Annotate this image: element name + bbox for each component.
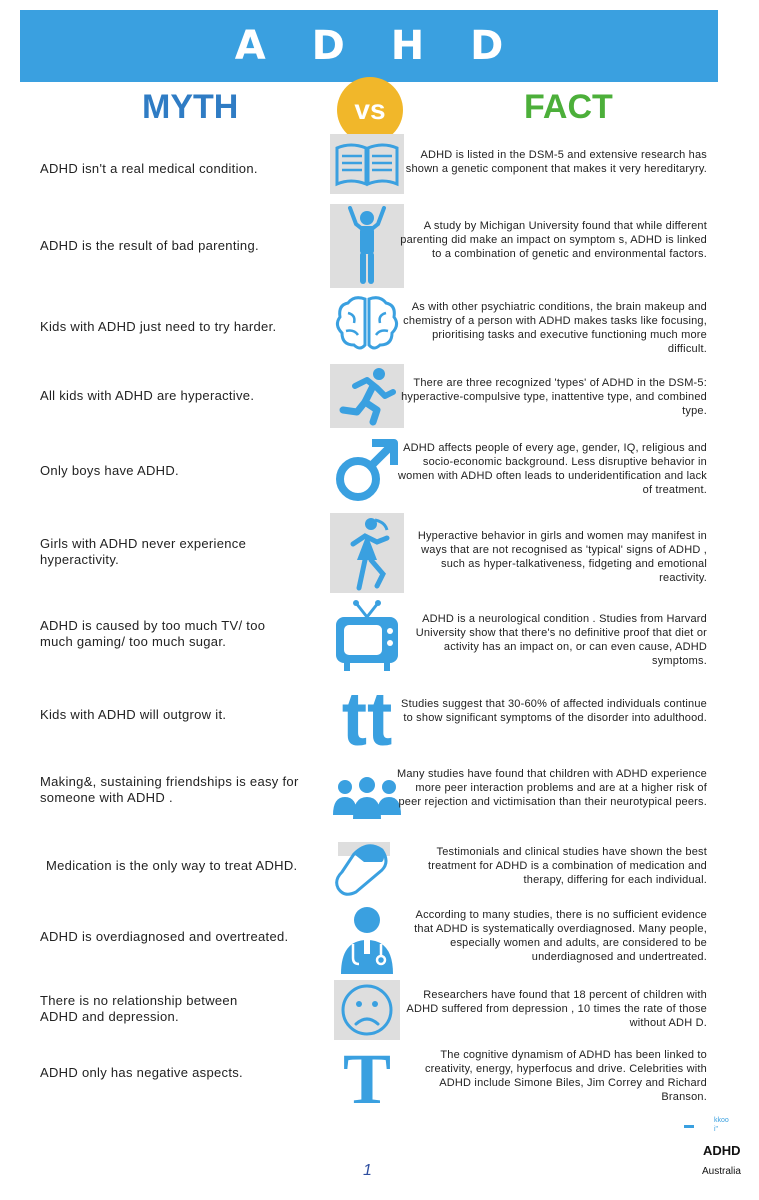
row-icon-box — [330, 904, 404, 976]
pill-icon — [334, 840, 394, 896]
row-icon-box — [330, 364, 404, 428]
fact-text: Studies suggest that 30-60% of affected individuals continue to show significant symptoms of the disorder into adulthood. — [401, 698, 707, 724]
fact-text: Researchers have found that 18 percent of children with ADHD suffered from depression , 10 times the rate of those without ADH D. — [406, 989, 707, 1029]
row-icon-box — [330, 1046, 404, 1112]
group-icon — [331, 775, 403, 821]
myth-text: There is no relationship between ADHD and depression. — [40, 993, 238, 1024]
fact-text: ADHD affects people of every age, gender, IQ, religious and socio-economic background. Less disruptive behavior in women with ADHD often leads to underidentification and lack of treatment. — [398, 442, 707, 496]
row-icon-box — [334, 980, 400, 1040]
fact-header: FACT — [524, 88, 613, 126]
row-icon-box — [330, 598, 404, 674]
fact-text: Many studies have found that children with ADHD experience more peer interaction problems and are at a higher risk of peer rejection and victimisation than their neurotypical peers. — [397, 768, 707, 808]
vs-badge: vs — [337, 77, 403, 143]
page-title: A D H D — [234, 23, 520, 69]
logo-country: Australia — [702, 1166, 741, 1177]
myth-text: Making&, sustaining friendships is easy for someone with ADHD . — [40, 774, 299, 805]
fact-text: There are three recognized 'types' of ADHD in the DSM-5: hyperactive-compulsive type, inattentive type, and combined type. — [401, 377, 707, 417]
t-glyph-icon: T — [342, 1046, 392, 1112]
myth-text: Kids with ADHD just need to try harder. — [40, 319, 277, 334]
fact-text: ADHD is listed in the DSM-5 and extensive research has shown a genetic component that makes it very hereditaryry. — [405, 149, 707, 175]
book-icon — [333, 140, 401, 188]
running-person-icon — [335, 366, 399, 426]
myth-text: All kids with ADHD are hyperactive. — [40, 388, 255, 403]
fact-text: The cognitive dynamism of ADHD has been linked to creativity, energy, hyperfocus and drive. Celebrities with ADHD include Simone Biles, Jim Correy and Richard Branson. — [424, 1049, 707, 1103]
row-icon-box — [330, 134, 404, 194]
row-icon-box — [330, 513, 404, 593]
myth-header: MYTH — [142, 88, 239, 126]
doctor-icon — [337, 904, 397, 976]
row-icon-box — [330, 432, 404, 508]
row-icon-box — [330, 680, 404, 760]
male-symbol-icon — [332, 435, 402, 505]
brain-icon — [332, 293, 402, 353]
page-number: 1 — [363, 1162, 372, 1179]
person-icon — [342, 206, 392, 286]
myth-text: Medication is the only way to treat ADHD. — [46, 858, 298, 873]
myth-text: ADHD isn't a real medical condition. — [40, 161, 258, 176]
myth-text: Girls with ADHD never experience hyperactivity. — [40, 536, 247, 567]
myth-text: Only boys have ADHD. — [40, 463, 179, 478]
myth-text: Kids with ADHD will outgrow it. — [40, 707, 227, 722]
fact-text: According to many studies, there is no sufficient evidence that ADHD is systematically overdiagnosed. Many people, especially women and adults, are considered to be underdiagnosed and undertreated. — [414, 909, 707, 963]
running-girl-icon — [337, 514, 397, 592]
logo-name: ADHD — [703, 1143, 741, 1158]
row-icon-box — [334, 840, 394, 896]
title-banner — [20, 10, 718, 82]
tv-icon — [332, 599, 402, 673]
myth-text: ADHD is overdiagnosed and overtreated. — [40, 929, 289, 944]
logo-small-text: kkoo i" — [714, 1117, 729, 1133]
logo-mark — [684, 1125, 694, 1128]
myth-text: ADHD is caused by too much TV/ too much gaming/ too much sugar. — [40, 618, 266, 649]
fact-text: ADHD is a neurological condition . Studies from Harvard University show that there's no definitive proof that diet or activity has an impact on, or can even cause, ADHD symptoms. — [415, 613, 707, 667]
row-icon-box — [330, 292, 404, 354]
fact-text: Hyperactive behavior in girls and women may manifest in ways that are not recognised as 'typical' signs of ADHD , such as hyper-talkativeness, fidgeting and emotional reactivity. — [417, 530, 707, 584]
fact-text: As with other psychiatric conditions, the brain makeup and chemistry of a person with ADHD makes tasks like focusing, prioritising tasks and executive functioning much more difficult. — [403, 301, 707, 355]
myth-text: ADHD is the result of bad parenting. — [40, 238, 259, 253]
sad-face-icon — [339, 982, 395, 1038]
tt-glyph-icon: tt — [341, 680, 393, 760]
fact-text: A study by Michigan University found that while different parenting did make an impact on symptom s, ADHD is linked to a combination of genetic and environmental factors. — [400, 220, 707, 260]
row-icon-box — [330, 770, 404, 826]
myth-text: ADHD only has negative aspects. — [40, 1065, 243, 1080]
fact-text: Testimonials and clinical studies have shown the best treatment for ADHD is a combination of medication and therapy, differing for each individual. — [427, 846, 707, 886]
row-icon-box — [330, 204, 404, 288]
